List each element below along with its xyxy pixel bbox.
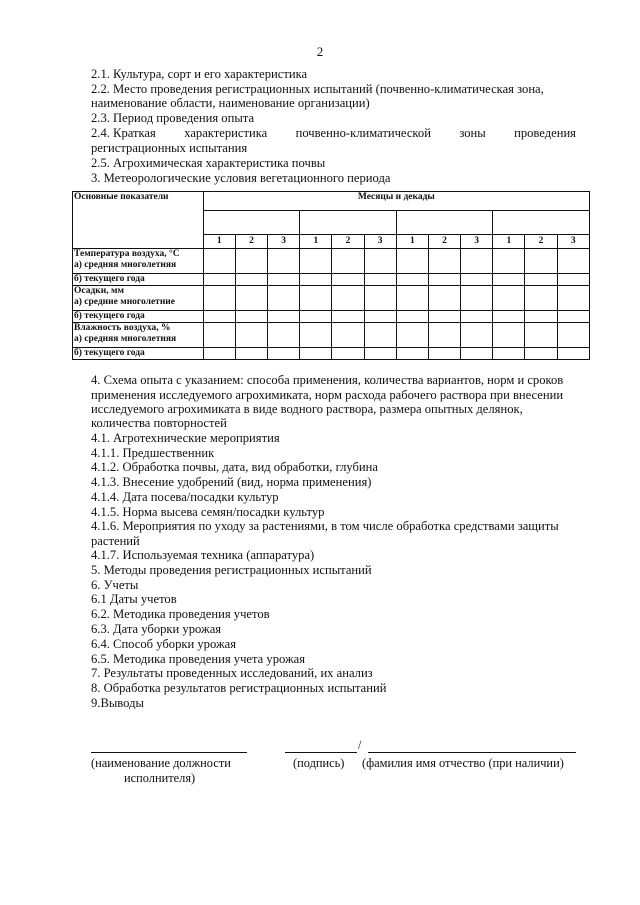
data-cell (493, 249, 525, 274)
data-cell (525, 348, 557, 360)
position-label-cont: исполнителя) (124, 771, 196, 785)
month-cell (493, 211, 590, 234)
name-label: (фамилия имя отчество (при наличии) (362, 756, 564, 770)
decade-cell: 2 (428, 234, 460, 248)
item-2-4-cont: регистрационных испытания (91, 141, 248, 155)
data-cell (557, 323, 589, 348)
item-4-1: 4.1. Агротехнические мероприятия (91, 431, 280, 445)
signature-label: (подпись) (293, 756, 345, 770)
row-label-cell (73, 249, 204, 274)
position-label: (наименование должности (91, 756, 231, 770)
decade-cell: 2 (525, 234, 557, 248)
row-label: б) текущего года (73, 348, 204, 360)
item-8: 8. Обработка результатов регистрационных испытаний (91, 681, 387, 695)
meteo-table (72, 191, 590, 360)
decade-cell: 3 (461, 234, 493, 248)
item-2-1: 2.1. Культура, сорт и его характеристика (91, 67, 308, 81)
decade-cell: 3 (364, 234, 396, 248)
item-2-5: 2.5. Агрохимическая характеристика почвы (91, 156, 326, 170)
item-7: 7. Результаты проведенных исследований, их анализ (91, 666, 373, 680)
row-label: Осадки, мм (74, 286, 124, 296)
data-cell (235, 311, 267, 323)
header-main-cell (73, 192, 204, 249)
data-cell (557, 311, 589, 323)
item-6-1: 6.1 Даты учетов (91, 592, 177, 606)
data-cell (300, 311, 332, 323)
item-4-1-4: 4.1.4. Дата посева/посадки культур (91, 490, 279, 504)
data-cell (461, 311, 493, 323)
data-cell (364, 348, 396, 360)
data-cell (332, 249, 364, 274)
item-6-4: 6.4. Способ уборки урожая (91, 637, 237, 651)
position-line (91, 752, 247, 753)
decade-cell: 3 (268, 234, 300, 248)
row-label-cell (73, 323, 204, 348)
data-cell (268, 274, 300, 286)
row-label: а) средняя многолетняя (74, 260, 177, 270)
item-6-5: 6.5. Методика проведения учета урожая (91, 652, 306, 666)
row-label: б) текущего года (73, 311, 204, 323)
data-cell (235, 286, 267, 311)
decade-cell: 1 (493, 234, 525, 248)
data-cell (300, 323, 332, 348)
data-cell (203, 286, 235, 311)
item-3: 3. Метеорологические условия вегетационного периода (91, 171, 391, 185)
data-cell (461, 286, 493, 311)
data-cell (493, 323, 525, 348)
data-cell (493, 286, 525, 311)
data-cell (364, 274, 396, 286)
item-4-1-5: 4.1.5. Норма высева семян/посадки культур (91, 505, 325, 519)
data-cell (364, 323, 396, 348)
data-cell (203, 274, 235, 286)
data-cell (525, 249, 557, 274)
item-6: 6. Учеты (91, 578, 139, 592)
data-cell (203, 348, 235, 360)
data-cell (428, 348, 460, 360)
data-cell (525, 274, 557, 286)
item-2-4-word: проведения (514, 126, 576, 140)
table-row (73, 274, 590, 286)
item-2-4-word: зоны (459, 126, 486, 140)
data-cell (396, 274, 428, 286)
data-cell (525, 323, 557, 348)
data-cell (268, 286, 300, 311)
header-months-cell (203, 192, 589, 211)
data-cell (428, 286, 460, 311)
data-cell (557, 348, 589, 360)
data-cell (428, 323, 460, 348)
item-4-1-7: 4.1.7. Используемая техника (аппаратура) (91, 548, 315, 562)
data-cell (300, 274, 332, 286)
data-cell (332, 311, 364, 323)
data-cell (396, 311, 428, 323)
data-cell (268, 249, 300, 274)
table-row (73, 348, 590, 360)
data-cell (268, 311, 300, 323)
table-row (73, 249, 590, 274)
data-cell (235, 323, 267, 348)
month-cell (300, 211, 397, 234)
data-cell (557, 274, 589, 286)
data-cell (461, 348, 493, 360)
item-4: 4. Схема опыта с указанием: способа применения, количества вариантов, норм и сроков (91, 373, 564, 387)
data-cell (525, 286, 557, 311)
data-cell (332, 274, 364, 286)
item-4-1-1: 4.1.1. Предшественник (91, 446, 215, 460)
item-2-4 (91, 126, 576, 140)
data-cell (428, 311, 460, 323)
item-4-cont: количества повторностей (91, 416, 227, 430)
data-cell (461, 274, 493, 286)
header-main: Основные показатели (74, 192, 169, 202)
data-cell (235, 274, 267, 286)
signature-slash: / (358, 738, 362, 752)
data-cell (396, 249, 428, 274)
item-6-3: 6.3. Дата уборки урожая (91, 622, 222, 636)
decade-cell: 3 (557, 234, 589, 248)
row-label: а) средние многолетние (74, 297, 175, 307)
item-4-1-3: 4.1.3. Внесение удобрений (вид, норма применения) (91, 475, 372, 489)
data-cell (268, 348, 300, 360)
row-label: а) средняя многолетняя (74, 334, 177, 344)
decade-cell: 1 (396, 234, 428, 248)
item-6-2: 6.2. Методика проведения учетов (91, 607, 270, 621)
row-label: Температура воздуха, °С (74, 249, 180, 259)
month-cell (396, 211, 493, 234)
data-cell (235, 249, 267, 274)
data-cell (300, 348, 332, 360)
decade-cell: 1 (203, 234, 235, 248)
data-cell (493, 274, 525, 286)
item-4-1-2: 4.1.2. Обработка почвы, дата, вид обработки, глубина (91, 460, 378, 474)
data-cell (428, 249, 460, 274)
item-5: 5. Методы проведения регистрационных испытаний (91, 563, 372, 577)
data-cell (493, 311, 525, 323)
item-2-4-word: 2.4. Краткая (91, 126, 156, 140)
table-row (73, 286, 590, 311)
data-cell (332, 286, 364, 311)
data-cell (525, 311, 557, 323)
data-cell (364, 286, 396, 311)
name-line (368, 752, 576, 753)
data-cell (557, 286, 589, 311)
data-cell (300, 249, 332, 274)
data-cell (396, 286, 428, 311)
data-cell (203, 311, 235, 323)
row-label: Влажность воздуха, % (74, 323, 171, 333)
item-2-2-cont: наименование области, наименование организации) (91, 96, 370, 110)
table-row (73, 311, 590, 323)
page-number: 2 (316, 44, 324, 59)
item-4-cont: исследуемого агрохимиката в виде водного раствора, размера опытных делянок, (91, 402, 523, 416)
item-9: 9.Выводы (91, 696, 144, 710)
table-header-row (73, 192, 590, 211)
data-cell (203, 323, 235, 348)
data-cell (493, 348, 525, 360)
item-4-1-6-cont: растений (91, 534, 140, 548)
header-months: Месяцы и декады (357, 192, 435, 202)
data-cell (364, 311, 396, 323)
signature-line (285, 752, 357, 753)
data-cell (235, 348, 267, 360)
data-cell (300, 286, 332, 311)
table-row (73, 323, 590, 348)
item-2-3: 2.3. Период проведения опыта (91, 111, 255, 125)
decade-cell: 1 (300, 234, 332, 248)
data-cell (461, 249, 493, 274)
data-cell (332, 348, 364, 360)
data-cell (428, 274, 460, 286)
data-cell (332, 323, 364, 348)
item-4-cont: применения исследуемого агрохимиката, норм расхода рабочего раствора при внесении (91, 388, 564, 402)
data-cell (461, 323, 493, 348)
data-cell (396, 348, 428, 360)
data-cell (364, 249, 396, 274)
data-cell (396, 323, 428, 348)
data-cell (557, 249, 589, 274)
item-2-4-word: почвенно-климатической (295, 126, 431, 140)
item-4-1-6: 4.1.6. Мероприятия по уходу за растениями, в том числе обработка средствами защиты (91, 519, 559, 533)
data-cell (203, 249, 235, 274)
data-cell (268, 323, 300, 348)
decade-cell: 2 (235, 234, 267, 248)
row-label-cell (73, 286, 204, 311)
item-2-2: 2.2. Место проведения регистрационных испытаний (почвенно-климатическая зона, (91, 82, 544, 96)
row-label: б) текущего года (73, 274, 204, 286)
item-2-4-word: характеристика (184, 126, 268, 140)
decade-cell: 2 (332, 234, 364, 248)
month-cell (203, 211, 300, 234)
